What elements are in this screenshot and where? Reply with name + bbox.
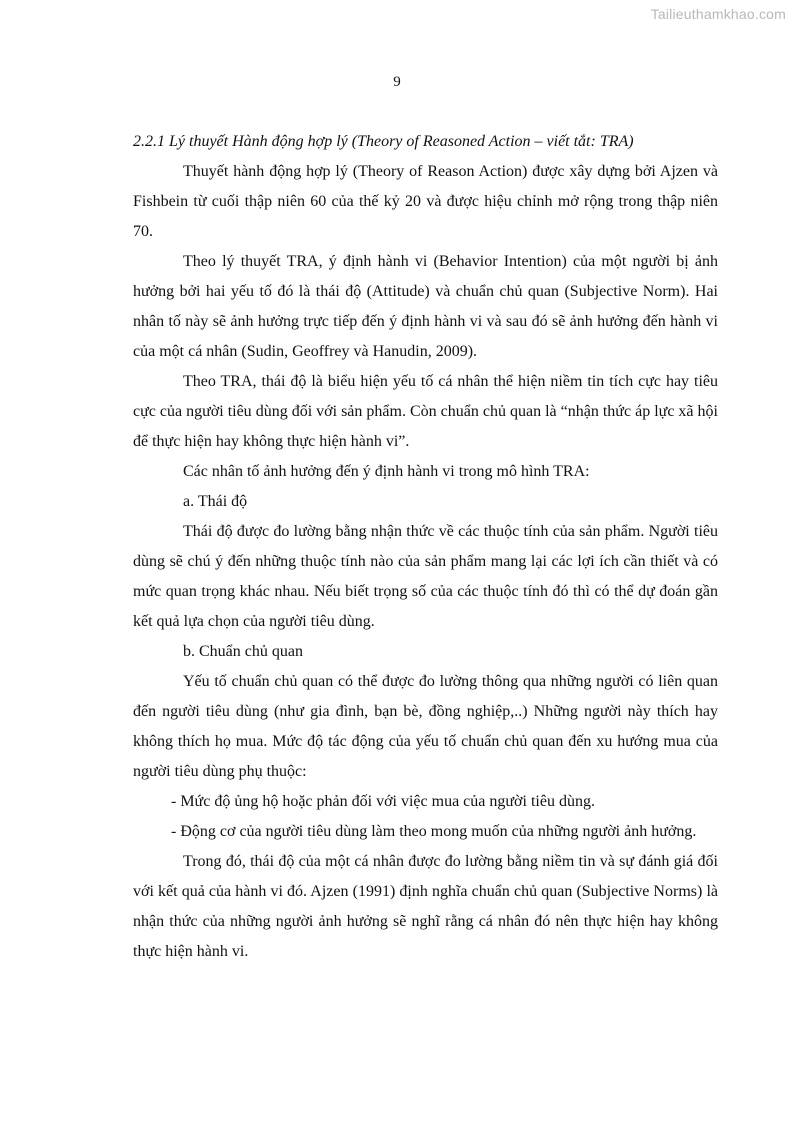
paragraph-factors-intro: Các nhân tố ảnh hưởng đến ý định hành vi trong mô hình TRA: (183, 463, 590, 480)
subheading-attitude: a. Thái độ (183, 493, 248, 510)
subheading-subjective-norm: b. Chuẩn chủ quan (183, 643, 303, 660)
watermark-text: Tailieuthamkhao.com (650, 6, 786, 22)
paragraph-attitude: Thái độ được đo lường bằng nhận thức về các thuộc tính của sản phẩm. Người tiêu dùng sẽ chú ý đến những thuộc tính nào của sản phẩm mang lại các lợi ích cần thiết và có mức quan trọng khác nhau. Nếu biết trọng số của các thuộc tính đó thì có thể dự đoán gần kết quả lựa chọn của người tiêu dùng. (133, 523, 718, 630)
paragraph-subjective-norm: Yếu tố chuẩn chủ quan có thể được đo lường thông qua những người có liên quan đến người tiêu dùng (như gia đình, bạn bè, đồng nghiệp,..) Những người này thích hay không thích họ mua. Mức độ tác động của yếu tố chuẩn chủ quan đến xu hướng mua của người tiêu dùng phụ thuộc: (133, 673, 718, 780)
paragraph-tra-attitude-norm: Theo TRA, thái độ là biểu hiện yếu tố cá nhân thể hiện niềm tin tích cực hay tiêu cực của người tiêu dùng đối với sản phẩm. Còn chuẩn chủ quan là “nhận thức áp lực xã hội để thực hiện hay không thực hiện hành vi”. (133, 373, 718, 450)
bullet-support-level: - Mức độ ủng hộ hoặc phản đối với việc mua của người tiêu dùng. (171, 793, 595, 810)
bullet-motivation: - Động cơ của người tiêu dùng làm theo mong muốn của những người ảnh hưởng. (171, 823, 697, 840)
section-heading: 2.2.1 Lý thuyết Hành động hợp lý (Theory of Reasoned Action – viết tắt: TRA) (133, 133, 634, 150)
document-body (133, 127, 718, 967)
paragraph-tra-intention: Theo lý thuyết TRA, ý định hành vi (Behavior Intention) của một người bị ảnh hưởng bởi hai yếu tố đó là thái độ (Attitude) và chuẩn chủ quan (Subjective Norm). Hai nhân tố này sẽ ảnh hưởng trực tiếp đến ý định hành vi và sau đó sẽ ảnh hưởng đến hành vi của một cá nhân (Sudin, Geoffrey và Hanudin, 2009). (133, 253, 718, 360)
page-number: 9 (393, 74, 401, 90)
paragraph-tra-intro: Thuyết hành động hợp lý (Theory of Reason Action) được xây dựng bởi Ajzen và Fishbein từ cuối thập niên 60 của thế kỷ 20 và được hiệu chỉnh mở rộng trong thập niên 70. (133, 163, 718, 240)
paragraph-conclusion: Trong đó, thái độ của một cá nhân được đo lường bằng niềm tin và sự đánh giá đối với kết quả của hành vi đó. Ajzen (1991) định nghĩa chuẩn chủ quan (Subjective Norms) là nhận thức của những người ảnh hưởng sẽ nghĩ rằng cá nhân đó nên thực hiện hay không thực hiện hành vi. (133, 853, 718, 960)
